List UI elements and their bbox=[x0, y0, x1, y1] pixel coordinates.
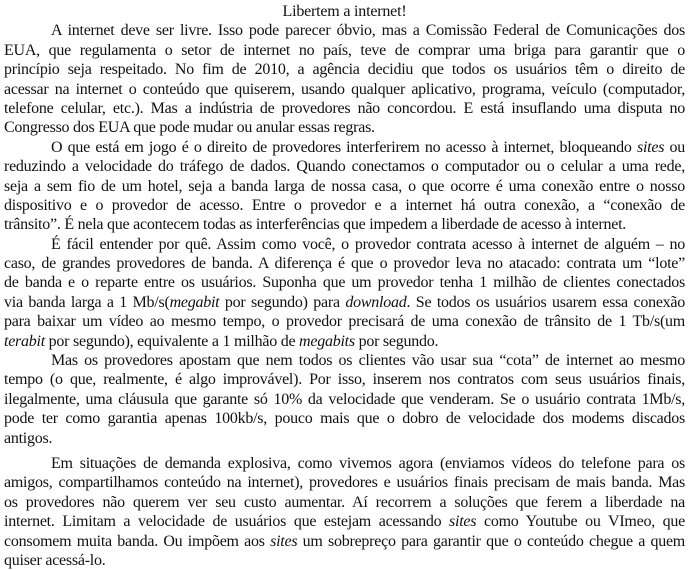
paragraph-1 bbox=[4, 21, 685, 137]
italic-term: sites bbox=[449, 513, 477, 531]
text-line: O que está em jogo é o direito de provedores interferirem no acesso à internet, bloqueando sites ou bbox=[51, 138, 686, 156]
text-line: amigos, compartilhamos conteúdo na internet), provedores e usuários finais precisam de mais banda. Mas bbox=[4, 474, 685, 492]
text-line: trânsito”. É nela que acontecem todas as interferências que impedem a liberdade de acesso à internet. bbox=[4, 216, 627, 234]
italic-term: megabit bbox=[169, 293, 220, 311]
text-line: Em situações de demanda explosiva, como vivemos agora (enviamos vídeos do telefone para os bbox=[51, 454, 685, 472]
text-line: para baixar um vídeo ao mesmo tempo, o provedor precisará de uma conexão de trânsito de 1 Tb/s(um bbox=[4, 313, 685, 331]
text-line: caso, de grandes provedores de banda. A diferença é que o provedor leva no atacado: contrata um “lote” bbox=[4, 255, 685, 273]
text-line: pode ter como garantia apenas 100kb/s, pouco mais que o dobro de velocidade dos modems discados bbox=[4, 410, 685, 428]
paragraph-5 bbox=[4, 454, 685, 570]
text-line: os provedores não querem ver seu custo aumentar. Aí recorrem a soluções que ferem a liberdade na bbox=[4, 493, 685, 511]
text-line: EUA, que regulamenta o setor de internet no país, teve de comprar uma briga para garantir que o bbox=[4, 41, 685, 59]
text-line: acessar na internet o conteúdo que quiserem, usando qualquer aplicativo, programa, veículo (computador, bbox=[4, 80, 685, 98]
document bbox=[4, 2, 685, 570]
paragraph-2 bbox=[4, 138, 685, 235]
italic-term: terabit bbox=[4, 332, 45, 350]
text-line: Congresso dos EUA que pode mudar ou anular essas regras. bbox=[4, 119, 375, 137]
text-line: telefone celular, etc.). Mas a indústria de provedores não concordou. E está insuflando uma disputa no bbox=[4, 99, 685, 117]
text-line: A internet deve ser livre. Isso pode parecer óbvio, mas a Comissão Federal de Comunicações dos bbox=[51, 22, 685, 40]
text-line: seja a sem fio de um hotel, seja a banda larga de nossa casa, o que ocorre é uma conexão entre o nosso bbox=[4, 177, 685, 195]
text-line: princípio seja respeitado. No fim de 2010, a agência decidiu que todos os usuários têm o direito de bbox=[4, 61, 685, 79]
text-line: Mas os provedores apostam que nem todos os clientes vão usar sua “cota” de internet ao mesmo bbox=[51, 352, 685, 370]
text-line: dispositivo e o provedor de acesso. Entre o provedor e a internet há outra conexão, a “conexão de bbox=[4, 196, 685, 214]
italic-term: sites bbox=[270, 532, 298, 550]
text-line: É fácil entender por quê. Assim como você, o provedor contrata acesso à internet de alguém – no bbox=[51, 235, 685, 253]
paragraph-3 bbox=[4, 235, 685, 351]
text-line: reduzindo a velocidade do tráfego de dados. Quando conectamos o computador ou o celular a uma rede, bbox=[4, 158, 685, 176]
document-title: Libertem a internet! bbox=[282, 3, 407, 20]
italic-term: sites bbox=[636, 138, 665, 156]
text-line: via banda larga a 1 Mb/s(megabit por segundo) para download. Se todos os usuários usarem essa conexão bbox=[4, 293, 686, 311]
text-line: terabit por segundo), equivalente a 1 milhão de megabits por segundo. bbox=[4, 332, 439, 350]
text-line: consomem muita banda. Ou impõem aos sites um sobrepreço para garantir que o conteúdo chegue a quem bbox=[4, 532, 686, 550]
text-line: internet. Limitam a velocidade de usuários que estejam acessando sites como Youtube ou VImeo, que bbox=[4, 513, 686, 531]
italic-term: download bbox=[345, 293, 407, 311]
text-line: de banda e o reparte entre os usuários. Suponha que um provedor tenha 1 milhão de clientes conectados bbox=[4, 274, 685, 292]
italic-term: megabits bbox=[299, 332, 355, 350]
paragraph-4 bbox=[4, 351, 685, 448]
text-line: antigos. bbox=[4, 429, 53, 447]
text-line: ilegalmente, uma cláusula que garante só 10% da velocidade que venderam. Se o usuário contrata 1Mb/s, bbox=[4, 390, 685, 408]
text-line: tempo (o que, realmente, é algo improvável). Por isso, inserem nos contratos com seus usuários finais, bbox=[4, 371, 685, 389]
text-line: quiser acessá-lo. bbox=[4, 551, 106, 569]
